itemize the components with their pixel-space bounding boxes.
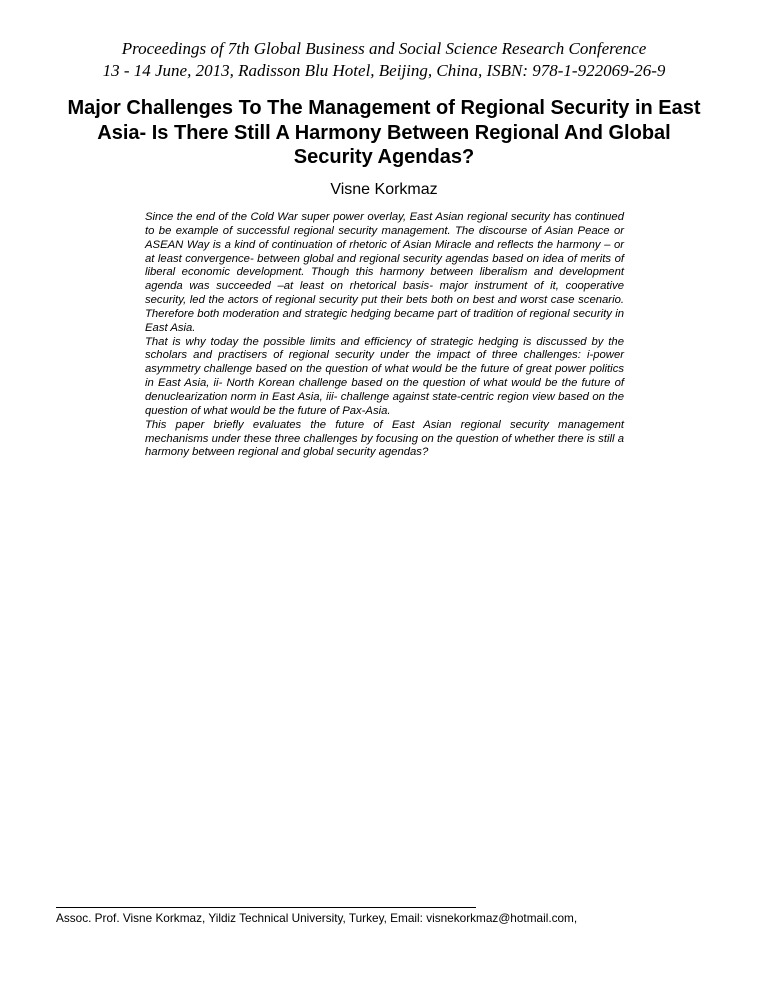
footnote-divider [56, 907, 476, 908]
author-name: Visne Korkmaz [330, 181, 438, 198]
abstract-paragraph-3: This paper briefly evaluates the future of East Asian regional security management mechanisms under these three challenges by focusing on the question of whether there is still a harmony between regional and global security agendas? [145, 418, 624, 459]
abstract-paragraph-2: That is why today the possible limits and efficiency of strategic hedging is discussed by the scholars and practisers of regional security under the impact of three challenges: i-power asymmetry challenge based on the question of what would be the future of great power politics in East Asia, ii- North Korean challenge based on the question of what would be the future of denuclearization norm in East Asia, iii- challenge against state-centric region view based on the question of what would be the future of Pax-Asia. [145, 335, 624, 417]
abstract [145, 211, 624, 460]
header-line-1: Proceedings of 7th Global Business and Social Science Research Conference [121, 39, 647, 58]
author-footnote: Assoc. Prof. Visne Korkmaz, Yildiz Technical University, Turkey, Email: visnekorkmaz@hotmail.com, [56, 911, 578, 925]
paper-title: Major Challenges To The Management of Regional Security in East Asia- Is There Still A Harmony Between Regional And Global Security Agendas? [67, 97, 701, 168]
header-line-2: 13 - 14 June, 2013, Radisson Blu Hotel, Beijing, China, ISBN: 978-1-922069-26-9 [102, 61, 666, 80]
conference-header [0, 38, 768, 82]
abstract-paragraph-1: Since the end of the Cold War super power overlay, East Asian regional security has continued to be example of successful regional security management. The discourse of Asian Peace or ASEAN Way is a kind of continuation of rhetoric of Asian Miracle and reflects the harmony – or at least convergence- between global and regional security agendas based on idea of merits of liberal economic development. Though this harmony between liberalism and development agenda was succeeded –at least on rhetorical basis- major instrument of it, cooperative security, led the actors of regional security put their bets both on best and worst case scenario. Therefore both moderation and strategic hedging became part of tradition of regional security in East Asia. [145, 211, 624, 334]
